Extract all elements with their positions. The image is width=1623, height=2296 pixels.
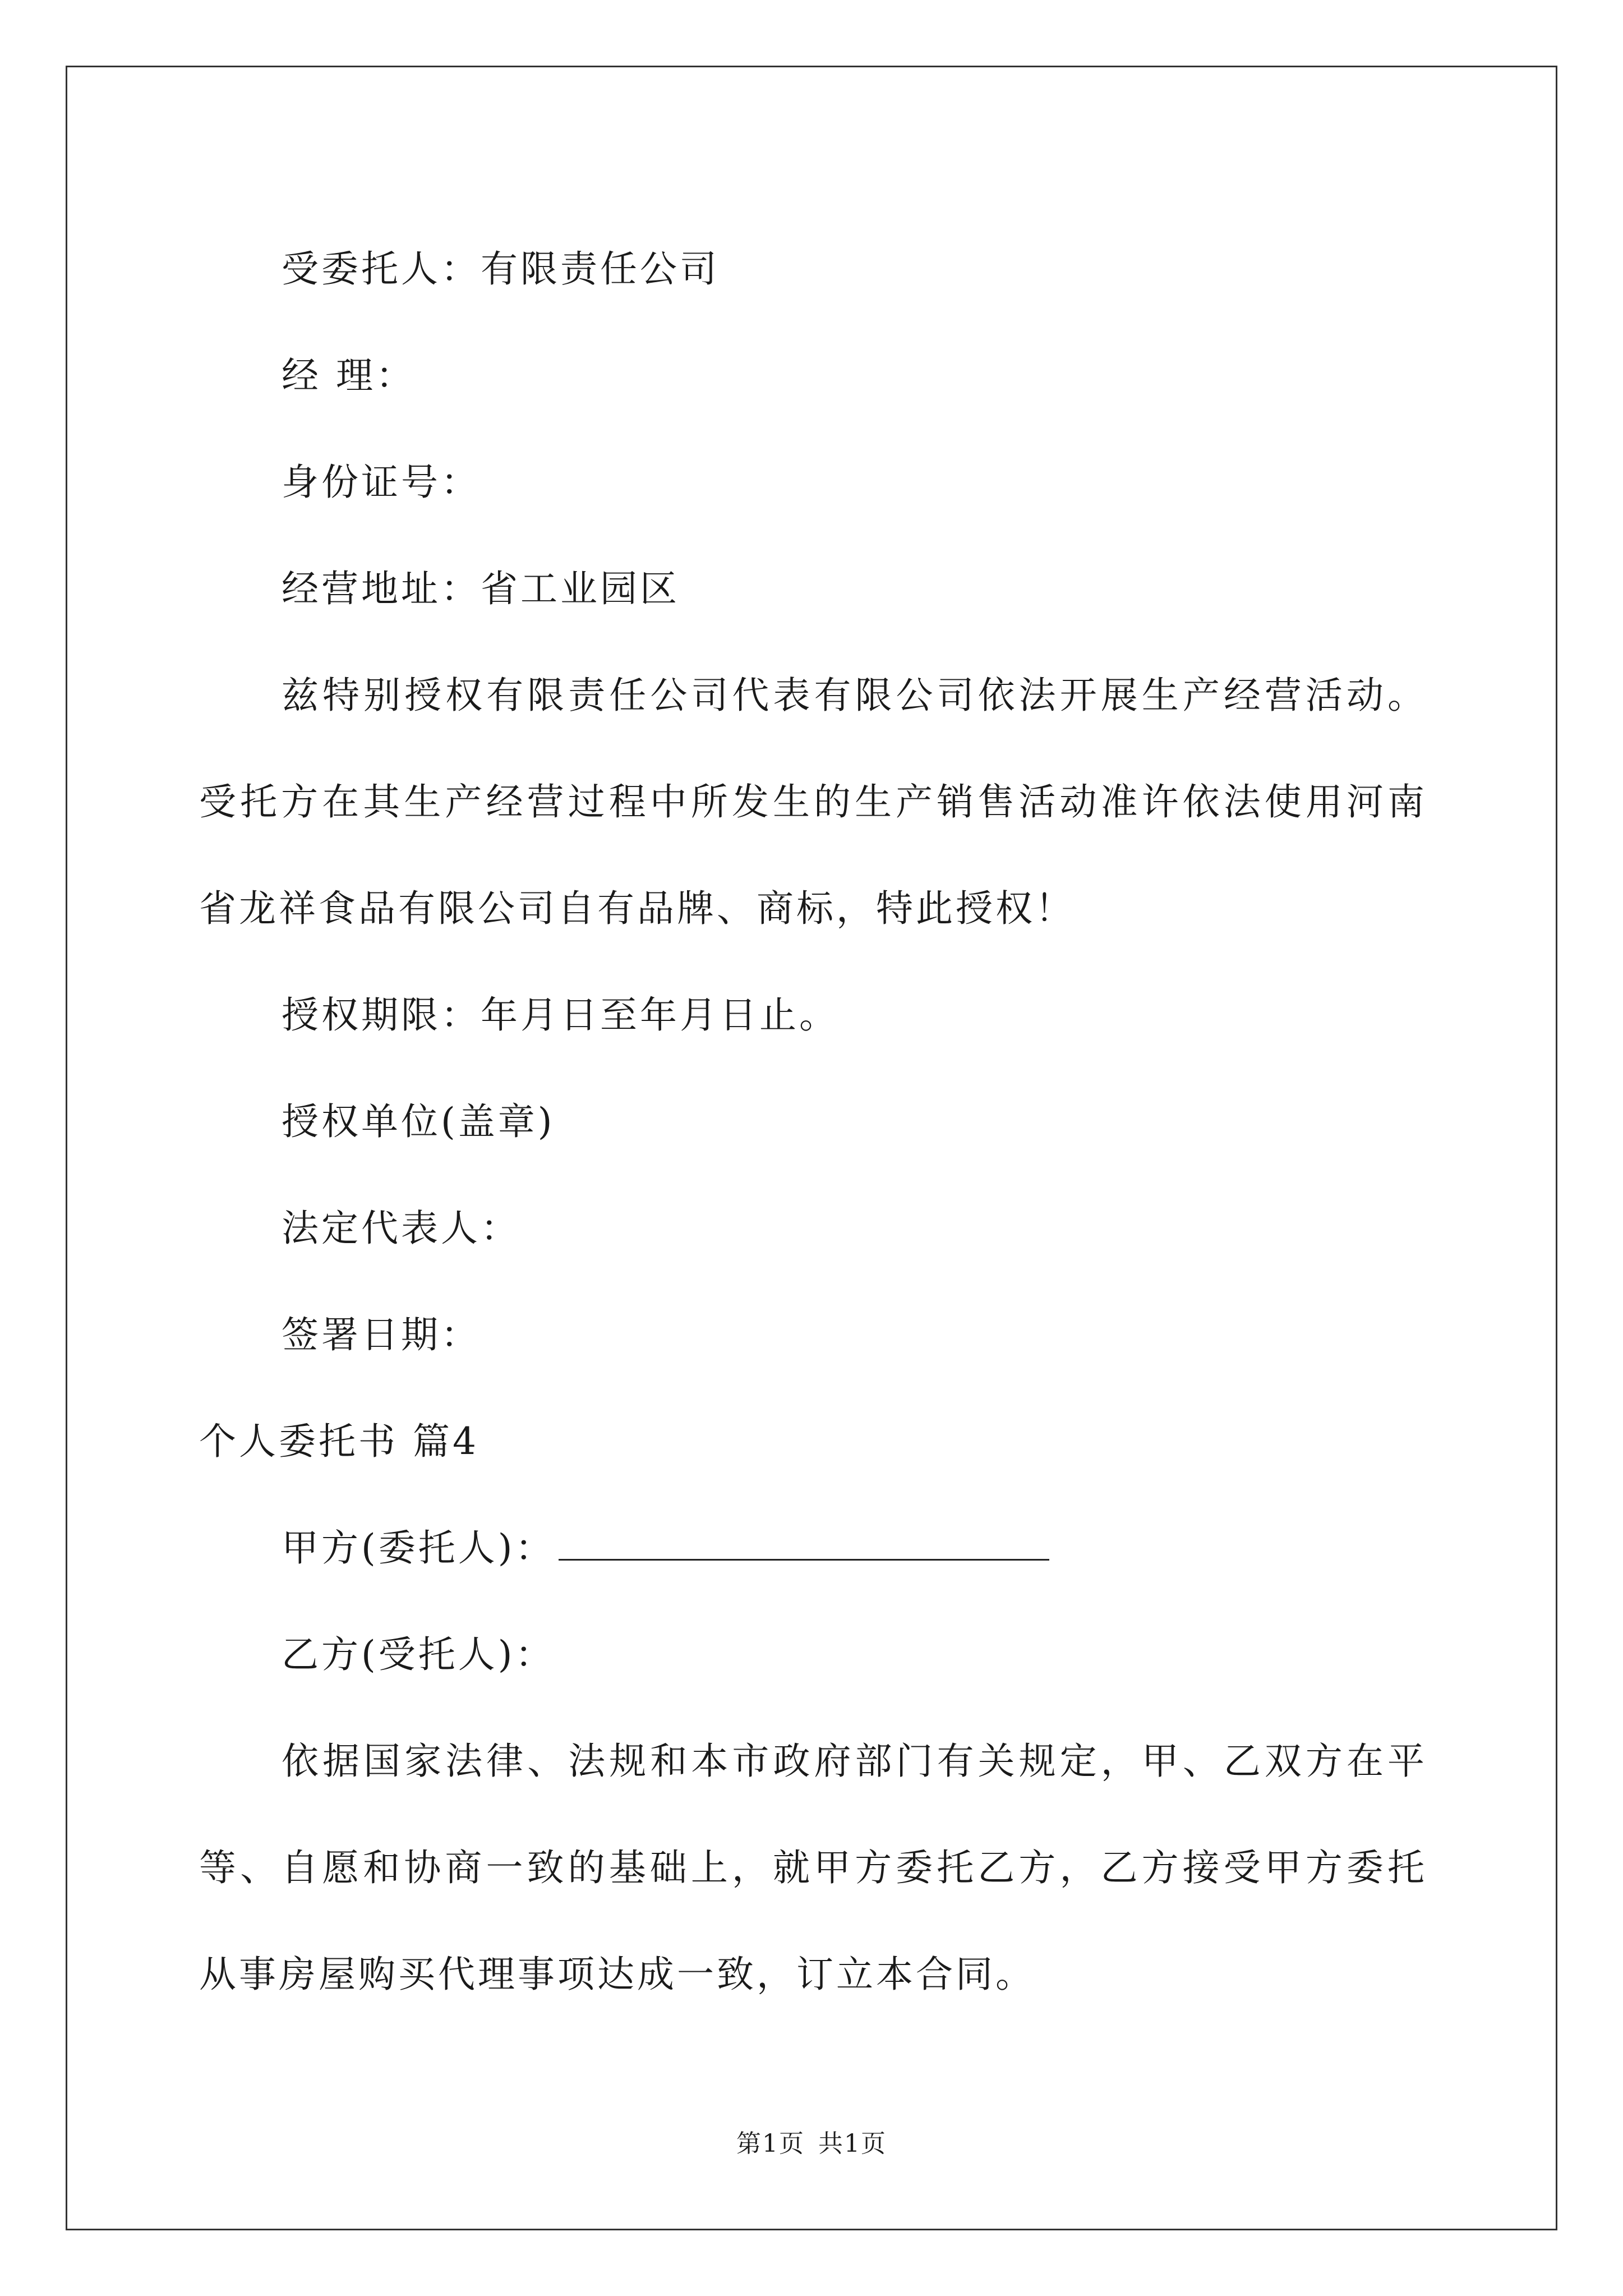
- trustee-line: 受委托人：有限责任公司: [282, 247, 720, 291]
- basis-line-2: 等、自愿和协商一致的基础上，就甲方委托乙方，乙方接受甲方委托: [199, 1846, 1427, 1889]
- address-line: 经营地址：省工业园区: [282, 567, 680, 610]
- party-b-line: 乙方(受托人)：: [282, 1633, 555, 1676]
- authorization-line-1: 兹特别授权有限责任公司代表有限公司依法开展生产经营活动。: [282, 674, 1427, 717]
- authorization-line-3: 省龙祥食品有限公司自有品牌、商标，特此授权！: [199, 887, 1075, 930]
- document-body: [199, 216, 1427, 2028]
- manager-line: 经 理：: [282, 354, 416, 397]
- sign-date-line: 签署日期：: [282, 1313, 481, 1356]
- period-line: 授权期限：年月日至年月日止。: [282, 993, 839, 1037]
- party-a-label: 甲方(委托人)：: [282, 1526, 555, 1570]
- authorizing-unit-line: 授权单位(盖章): [282, 1100, 555, 1143]
- page-footer: [0, 2123, 1623, 2159]
- section-title: 个人委托书 篇4: [199, 1420, 479, 1463]
- page-number: 第1页: [736, 2129, 805, 2158]
- page-total: 共1页: [818, 2129, 887, 2158]
- basis-paragraph: [199, 1708, 1427, 2028]
- party-a-blank: [559, 1526, 1049, 1561]
- authorization-paragraph: [199, 642, 1427, 962]
- id-number-line: 身份证号：: [282, 461, 481, 504]
- party-a-line: [199, 1495, 1427, 1602]
- basis-line-3: 从事房屋购买代理事项达成一致，订立本合同。: [199, 1953, 1035, 1996]
- basis-line-1: 依据国家法律、法规和本市政府部门有关规定，甲、乙双方在平: [282, 1740, 1427, 1783]
- authorization-line-2: 受托方在其生产经营过程中所发生的生产销售活动准许依法使用河南: [199, 780, 1427, 823]
- legal-rep-line: 法定代表人：: [282, 1207, 520, 1250]
